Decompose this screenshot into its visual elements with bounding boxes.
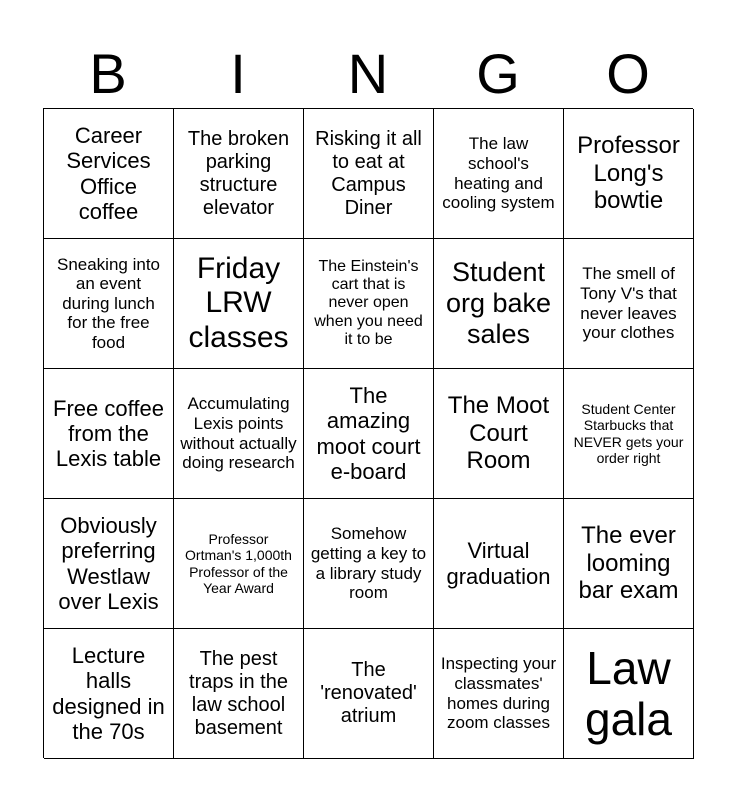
cell-text: Lecture halls designed in the 70s — [52, 642, 165, 744]
cell-text: The ever looming bar exam — [578, 522, 679, 605]
bingo-cell-2-3[interactable] — [304, 239, 434, 369]
cell-text: The broken parking structure elevator — [187, 127, 290, 219]
cell-text: The pest traps in the law school basement — [189, 647, 288, 739]
cell-text: Risking it all to eat at Campus Diner — [315, 127, 422, 219]
bingo-cell-1-1[interactable] — [44, 109, 174, 239]
header-letter-i: I — [230, 42, 246, 105]
cell-text: The amazing moot court e-board — [316, 382, 421, 484]
bingo-cell-5-5[interactable] — [564, 629, 694, 759]
cell-text: Career Services Office coffee — [66, 122, 151, 224]
bingo-cell-4-2[interactable] — [174, 499, 304, 629]
bingo-cell-3-4[interactable] — [434, 369, 564, 499]
bingo-cell-5-1[interactable] — [44, 629, 174, 759]
cell-text: The 'renovated' atrium — [320, 659, 417, 727]
bingo-cell-3-2[interactable] — [174, 369, 304, 499]
cell-text: Professor Long's bowtie — [577, 132, 680, 215]
cell-text: The law school's heating and cooling system — [442, 134, 555, 213]
bingo-cell-4-3[interactable] — [304, 499, 434, 629]
cell-text: Accumulating Lexis points without actually doing research — [180, 394, 297, 473]
bingo-cell-1-5[interactable] — [564, 109, 694, 239]
bingo-header — [43, 40, 693, 108]
cell-text: Law gala — [585, 641, 672, 745]
bingo-grid — [43, 108, 693, 758]
bingo-cell-2-1[interactable] — [44, 239, 174, 369]
bingo-cell-4-5[interactable] — [564, 499, 694, 629]
cell-text: Friday LRW classes — [188, 251, 289, 354]
cell-text: Student Center Starbucks that NEVER gets your order right — [573, 401, 684, 466]
cell-text: Obviously preferring Westlaw over Lexis — [58, 512, 159, 614]
bingo-cell-1-4[interactable] — [434, 109, 564, 239]
header-letter-b: B — [89, 42, 127, 105]
bingo-cell-2-5[interactable] — [564, 239, 694, 369]
bingo-cell-1-3[interactable] — [304, 109, 434, 239]
bingo-cell-2-4[interactable] — [434, 239, 564, 369]
cell-text: Somehow getting a key to a library study room — [310, 524, 427, 603]
header-letter-o: O — [606, 42, 650, 105]
header-letter-g: G — [476, 42, 520, 105]
cell-text: Free coffee from the Lexis table — [53, 395, 164, 472]
bingo-cell-5-2[interactable] — [174, 629, 304, 759]
header-letter-n: N — [347, 42, 389, 105]
cell-text: The Einstein's cart that is never open when you need it to be — [314, 257, 423, 349]
bingo-cell-3-3[interactable] — [304, 369, 434, 499]
cell-text: Virtual graduation — [446, 538, 551, 589]
cell-text: The Moot Court Room — [447, 392, 550, 475]
bingo-cell-5-3[interactable] — [304, 629, 434, 759]
cell-text: Sneaking into an event during lunch for the free food — [56, 254, 161, 352]
cell-text: Professor Ortman's 1,000th Professor of the Year Award — [185, 531, 292, 596]
bingo-cell-2-2[interactable] — [174, 239, 304, 369]
bingo-cell-5-4[interactable] — [434, 629, 564, 759]
bingo-cell-3-5[interactable] — [564, 369, 694, 499]
cell-text: The smell of Tony V's that never leaves your clothes — [580, 264, 677, 343]
bingo-cell-3-1[interactable] — [44, 369, 174, 499]
cell-text: Inspecting your classmates' homes during zoom classes — [440, 654, 557, 733]
bingo-cell-4-1[interactable] — [44, 499, 174, 629]
cell-text: Student org bake sales — [445, 256, 552, 350]
bingo-cell-4-4[interactable] — [434, 499, 564, 629]
bingo-cell-1-2[interactable] — [174, 109, 304, 239]
